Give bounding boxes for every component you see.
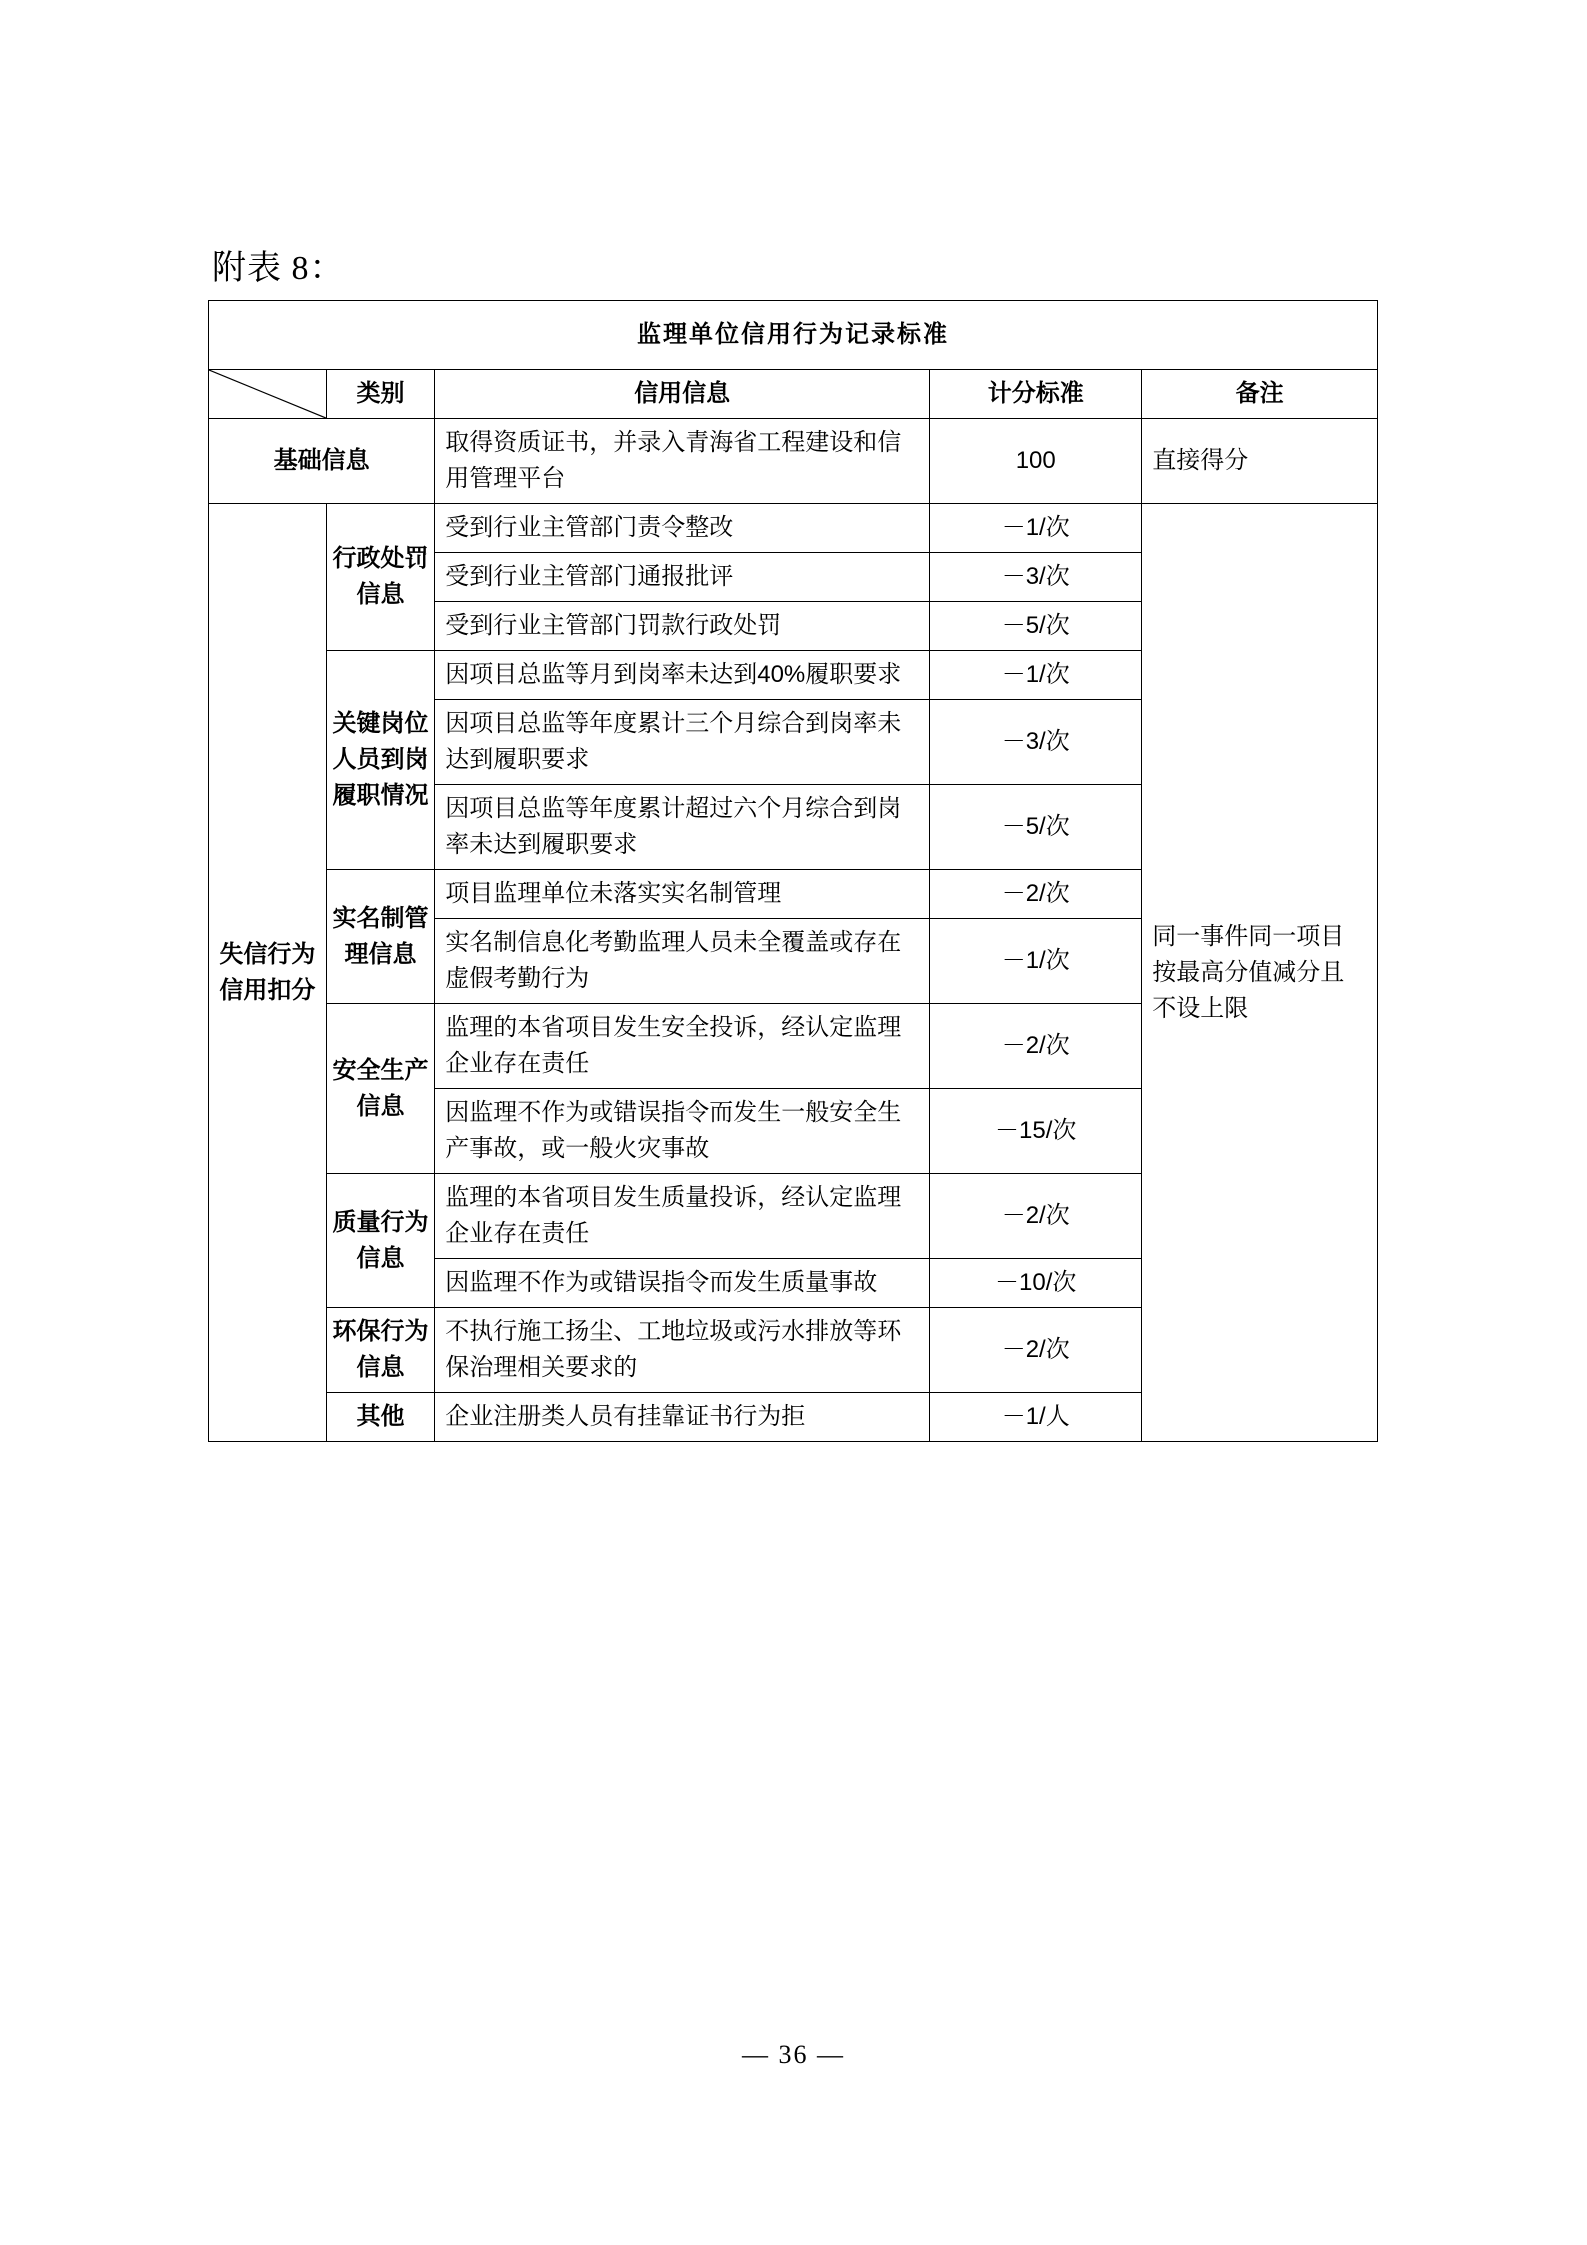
group-label-quality-behavior: 质量行为信息 bbox=[326, 1174, 434, 1308]
header-category: 类别 bbox=[326, 370, 434, 419]
page-number: — 36 — bbox=[742, 2040, 845, 2069]
score-cell: －5/次 bbox=[930, 602, 1142, 651]
score-cell: －1/次 bbox=[930, 504, 1142, 553]
credit-info-cell: 不执行施工扬尘、工地垃圾或污水排放等环保治理相关要求的 bbox=[435, 1308, 930, 1393]
score-cell: －1/次 bbox=[930, 919, 1142, 1004]
credit-info-cell: 受到行业主管部门罚款行政处罚 bbox=[435, 602, 930, 651]
score-cell: －5/次 bbox=[930, 785, 1142, 870]
credit-info-cell: 受到行业主管部门责令整改 bbox=[435, 504, 930, 553]
basic-info-score: 100 bbox=[930, 419, 1142, 504]
basic-info-category: 基础信息 bbox=[209, 419, 435, 504]
group-label-administrative-penalty: 行政处罚信息 bbox=[326, 504, 434, 651]
credit-info-cell: 实名制信息化考勤监理人员未全覆盖或存在虚假考勤行为 bbox=[435, 919, 930, 1004]
credit-standard-table bbox=[208, 300, 1378, 1442]
score-cell: －3/次 bbox=[930, 700, 1142, 785]
score-cell: －1/次 bbox=[930, 651, 1142, 700]
credit-info-cell: 监理的本省项目发生安全投诉，经认定监理企业存在责任 bbox=[435, 1004, 930, 1089]
table-row bbox=[209, 504, 1378, 553]
score-cell: －2/次 bbox=[930, 870, 1142, 919]
credit-info-cell: 因项目总监等年度累计超过六个月综合到岗率未达到履职要求 bbox=[435, 785, 930, 870]
group-label-real-name-management: 实名制管理信息 bbox=[326, 870, 434, 1004]
deduction-category-label: 失信行为信用扣分 bbox=[209, 504, 327, 1442]
basic-info-description: 取得资质证书，并录入青海省工程建设和信用管理平台 bbox=[435, 419, 930, 504]
score-cell: －2/次 bbox=[930, 1308, 1142, 1393]
score-cell: －1/人 bbox=[930, 1393, 1142, 1442]
score-cell: －10/次 bbox=[930, 1259, 1142, 1308]
table-title-row bbox=[209, 301, 1378, 370]
basic-info-note: 直接得分 bbox=[1142, 419, 1378, 504]
score-cell: －2/次 bbox=[930, 1174, 1142, 1259]
group-label-safety-production: 安全生产信息 bbox=[326, 1004, 434, 1174]
credit-info-cell: 项目监理单位未落实实名制管理 bbox=[435, 870, 930, 919]
group-label-key-position-duty: 关键岗位人员到岗履职情况 bbox=[326, 651, 434, 870]
score-cell: －2/次 bbox=[930, 1004, 1142, 1089]
header-note: 备注 bbox=[1142, 370, 1378, 419]
credit-info-cell: 因监理不作为或错误指令而发生一般安全生产事故，或一般火灾事故 bbox=[435, 1089, 930, 1174]
group-label-other: 其他 bbox=[326, 1393, 434, 1442]
header-score-standard: 计分标准 bbox=[930, 370, 1142, 419]
header-credit-info: 信用信息 bbox=[435, 370, 930, 419]
credit-info-cell: 企业注册类人员有挂靠证书行为拒 bbox=[435, 1393, 930, 1442]
deduction-note: 同一事件同一项目按最高分值减分且不设上限 bbox=[1142, 504, 1378, 1442]
appendix-label: 附表 8： bbox=[212, 250, 345, 287]
score-cell: －15/次 bbox=[930, 1089, 1142, 1174]
credit-info-cell: 因监理不作为或错误指令而发生质量事故 bbox=[435, 1259, 930, 1308]
diagonal-line-icon bbox=[209, 370, 326, 418]
group-label-environmental-behavior: 环保行为信息 bbox=[326, 1308, 434, 1393]
score-cell: －3/次 bbox=[930, 553, 1142, 602]
table-title: 监理单位信用行为记录标准 bbox=[209, 301, 1378, 370]
corner-diagonal-cell bbox=[209, 370, 327, 419]
credit-info-cell: 监理的本省项目发生质量投诉，经认定监理企业存在责任 bbox=[435, 1174, 930, 1259]
table-row-basic-info bbox=[209, 419, 1378, 504]
table-header-row bbox=[209, 370, 1378, 419]
credit-info-cell: 因项目总监等年度累计三个月综合到岗率未达到履职要求 bbox=[435, 700, 930, 785]
credit-info-cell: 受到行业主管部门通报批评 bbox=[435, 553, 930, 602]
credit-info-cell: 因项目总监等月到岗率未达到40%履职要求 bbox=[435, 651, 930, 700]
